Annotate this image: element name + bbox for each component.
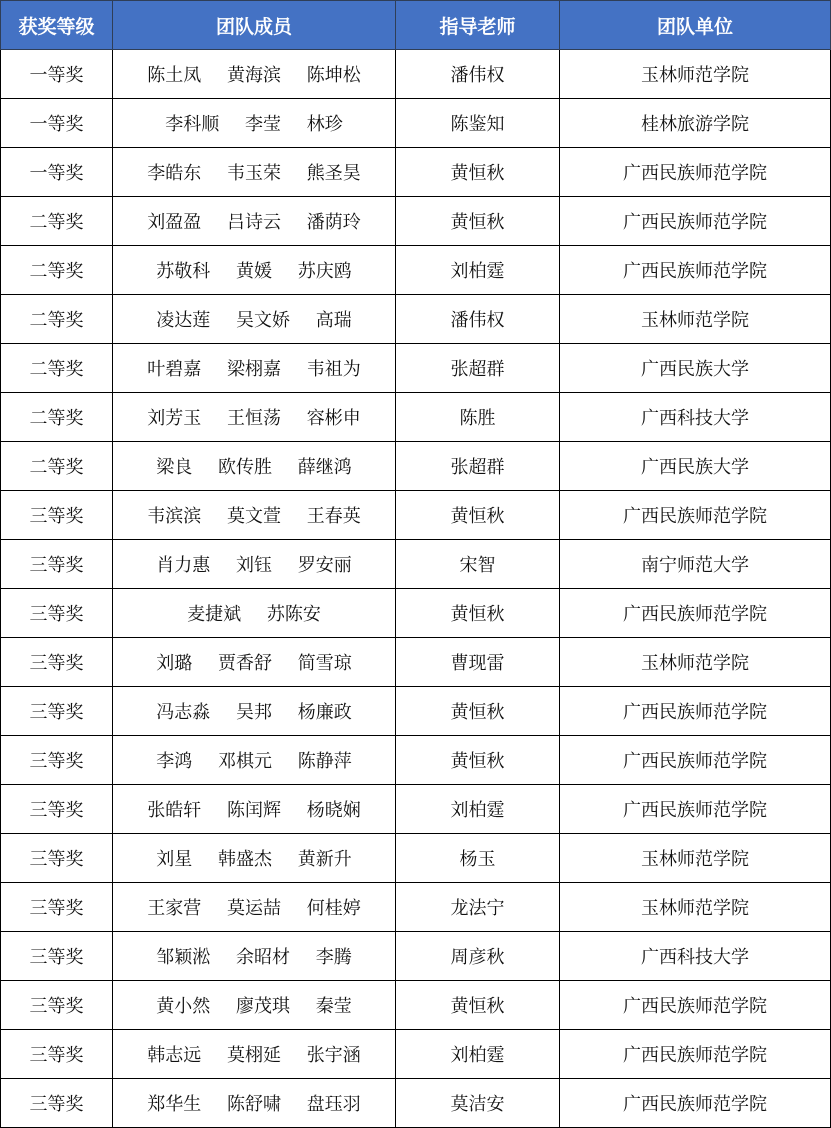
table-row bbox=[1, 148, 831, 197]
advisor-cell: 潘伟权 bbox=[396, 295, 560, 344]
advisor-cell: 宋智 bbox=[396, 540, 560, 589]
award-level-cell: 一等奖 bbox=[1, 99, 113, 148]
team-unit-cell: 广西民族师范学院 bbox=[560, 246, 831, 295]
award-level-cell: 三等奖 bbox=[1, 785, 113, 834]
team-unit-cell: 南宁师范大学 bbox=[560, 540, 831, 589]
team-members-cell: 麦捷斌 苏陈安 bbox=[113, 589, 396, 638]
advisor-cell: 莫洁安 bbox=[396, 1079, 560, 1128]
award-level-cell: 三等奖 bbox=[1, 1030, 113, 1079]
team-unit-cell: 广西民族师范学院 bbox=[560, 148, 831, 197]
team-unit-cell: 广西民族大学 bbox=[560, 344, 831, 393]
advisor-cell: 黄恒秋 bbox=[396, 491, 560, 540]
team-members-cell: 叶碧嘉 梁栩嘉 韦祖为 bbox=[113, 344, 396, 393]
table-row bbox=[1, 1030, 831, 1079]
advisor-cell: 陈鉴知 bbox=[396, 99, 560, 148]
team-unit-cell: 广西民族师范学院 bbox=[560, 491, 831, 540]
table-row bbox=[1, 50, 831, 99]
table-row bbox=[1, 99, 831, 148]
award-level-cell: 二等奖 bbox=[1, 197, 113, 246]
team-unit-cell: 玉林师范学院 bbox=[560, 638, 831, 687]
award-level-cell: 二等奖 bbox=[1, 246, 113, 295]
advisor-cell: 张超群 bbox=[396, 344, 560, 393]
team-members-cell: 邹颖淞 余昭材 李腾 bbox=[113, 932, 396, 981]
award-level-cell: 三等奖 bbox=[1, 736, 113, 785]
header-team-unit: 团队单位 bbox=[560, 1, 831, 50]
award-level-cell: 一等奖 bbox=[1, 50, 113, 99]
team-unit-cell: 广西民族师范学院 bbox=[560, 1030, 831, 1079]
team-unit-cell: 广西民族师范学院 bbox=[560, 589, 831, 638]
team-members-cell: 苏敬科 黄媛 苏庆鸥 bbox=[113, 246, 396, 295]
award-level-cell: 二等奖 bbox=[1, 295, 113, 344]
award-level-cell: 三等奖 bbox=[1, 687, 113, 736]
advisor-cell: 刘柏霆 bbox=[396, 1030, 560, 1079]
award-level-cell: 二等奖 bbox=[1, 393, 113, 442]
table-row bbox=[1, 295, 831, 344]
team-members-cell: 肖力惠 刘钰 罗安丽 bbox=[113, 540, 396, 589]
advisor-cell: 曹现雷 bbox=[396, 638, 560, 687]
table-row bbox=[1, 834, 831, 883]
team-unit-cell: 玉林师范学院 bbox=[560, 834, 831, 883]
award-level-cell: 三等奖 bbox=[1, 1079, 113, 1128]
advisor-cell: 黄恒秋 bbox=[396, 589, 560, 638]
award-level-cell: 三等奖 bbox=[1, 589, 113, 638]
team-members-cell: 张皓轩 陈闰辉 杨晓娴 bbox=[113, 785, 396, 834]
table-row bbox=[1, 638, 831, 687]
award-level-cell: 三等奖 bbox=[1, 540, 113, 589]
advisor-cell: 刘柏霆 bbox=[396, 246, 560, 295]
team-unit-cell: 玉林师范学院 bbox=[560, 295, 831, 344]
team-unit-cell: 广西科技大学 bbox=[560, 393, 831, 442]
team-members-cell: 李鸿 邓棋元 陈静萍 bbox=[113, 736, 396, 785]
table-row bbox=[1, 687, 831, 736]
team-members-cell: 刘芳玉 王恒荡 容彬申 bbox=[113, 393, 396, 442]
table-body bbox=[1, 50, 831, 1128]
team-members-cell: 李科顺 李莹 林珍 bbox=[113, 99, 396, 148]
team-unit-cell: 玉林师范学院 bbox=[560, 50, 831, 99]
header-row bbox=[1, 1, 831, 50]
award-level-cell: 三等奖 bbox=[1, 883, 113, 932]
team-members-cell: 陈土凤 黄海滨 陈坤松 bbox=[113, 50, 396, 99]
team-members-cell: 郑华生 陈舒啸 盘珏羽 bbox=[113, 1079, 396, 1128]
advisor-cell: 黄恒秋 bbox=[396, 197, 560, 246]
award-level-cell: 三等奖 bbox=[1, 981, 113, 1030]
award-level-cell: 一等奖 bbox=[1, 148, 113, 197]
team-members-cell: 冯志淼 吴邦 杨廉政 bbox=[113, 687, 396, 736]
team-members-cell: 韩志远 莫栩延 张宇涵 bbox=[113, 1030, 396, 1079]
table-row bbox=[1, 589, 831, 638]
table-row bbox=[1, 736, 831, 785]
header-advisor: 指导老师 bbox=[396, 1, 560, 50]
award-level-cell: 二等奖 bbox=[1, 442, 113, 491]
advisor-cell: 张超群 bbox=[396, 442, 560, 491]
table-row bbox=[1, 981, 831, 1030]
advisor-cell: 杨玉 bbox=[396, 834, 560, 883]
table-row bbox=[1, 785, 831, 834]
team-unit-cell: 桂林旅游学院 bbox=[560, 99, 831, 148]
advisor-cell: 黄恒秋 bbox=[396, 736, 560, 785]
table-row bbox=[1, 393, 831, 442]
team-members-cell: 王家营 莫运喆 何桂婷 bbox=[113, 883, 396, 932]
table-row bbox=[1, 1079, 831, 1128]
advisor-cell: 黄恒秋 bbox=[396, 981, 560, 1030]
award-level-cell: 三等奖 bbox=[1, 491, 113, 540]
team-members-cell: 韦滨滨 莫文萱 王春英 bbox=[113, 491, 396, 540]
team-members-cell: 黄小然 廖茂琪 秦莹 bbox=[113, 981, 396, 1030]
team-unit-cell: 广西科技大学 bbox=[560, 932, 831, 981]
header-team-members: 团队成员 bbox=[113, 1, 396, 50]
advisor-cell: 龙法宁 bbox=[396, 883, 560, 932]
team-unit-cell: 广西民族师范学院 bbox=[560, 736, 831, 785]
team-members-cell: 刘盈盈 吕诗云 潘荫玲 bbox=[113, 197, 396, 246]
team-members-cell: 刘星 韩盛杰 黄新升 bbox=[113, 834, 396, 883]
team-unit-cell: 广西民族师范学院 bbox=[560, 197, 831, 246]
team-unit-cell: 广西民族师范学院 bbox=[560, 785, 831, 834]
award-level-cell: 三等奖 bbox=[1, 834, 113, 883]
team-members-cell: 李皓东 韦玉荣 熊圣昊 bbox=[113, 148, 396, 197]
award-level-cell: 三等奖 bbox=[1, 932, 113, 981]
table-row bbox=[1, 540, 831, 589]
advisor-cell: 陈胜 bbox=[396, 393, 560, 442]
advisor-cell: 潘伟权 bbox=[396, 50, 560, 99]
award-level-cell: 二等奖 bbox=[1, 344, 113, 393]
advisor-cell: 刘柏霆 bbox=[396, 785, 560, 834]
team-members-cell: 刘璐 贾香舒 简雪琼 bbox=[113, 638, 396, 687]
team-unit-cell: 广西民族师范学院 bbox=[560, 981, 831, 1030]
table-row bbox=[1, 932, 831, 981]
table-row bbox=[1, 442, 831, 491]
team-unit-cell: 玉林师范学院 bbox=[560, 883, 831, 932]
table-row bbox=[1, 883, 831, 932]
advisor-cell: 周彦秋 bbox=[396, 932, 560, 981]
advisor-cell: 黄恒秋 bbox=[396, 687, 560, 736]
team-members-cell: 梁良 欧传胜 薛继鸿 bbox=[113, 442, 396, 491]
team-unit-cell: 广西民族师范学院 bbox=[560, 1079, 831, 1128]
advisor-cell: 黄恒秋 bbox=[396, 148, 560, 197]
team-unit-cell: 广西民族师范学院 bbox=[560, 687, 831, 736]
table-row bbox=[1, 491, 831, 540]
table-row bbox=[1, 344, 831, 393]
team-unit-cell: 广西民族大学 bbox=[560, 442, 831, 491]
header-award-level: 获奖等级 bbox=[1, 1, 113, 50]
table-row bbox=[1, 246, 831, 295]
award-level-cell: 三等奖 bbox=[1, 638, 113, 687]
team-members-cell: 凌达莲 吴文娇 高瑞 bbox=[113, 295, 396, 344]
table-row bbox=[1, 197, 831, 246]
